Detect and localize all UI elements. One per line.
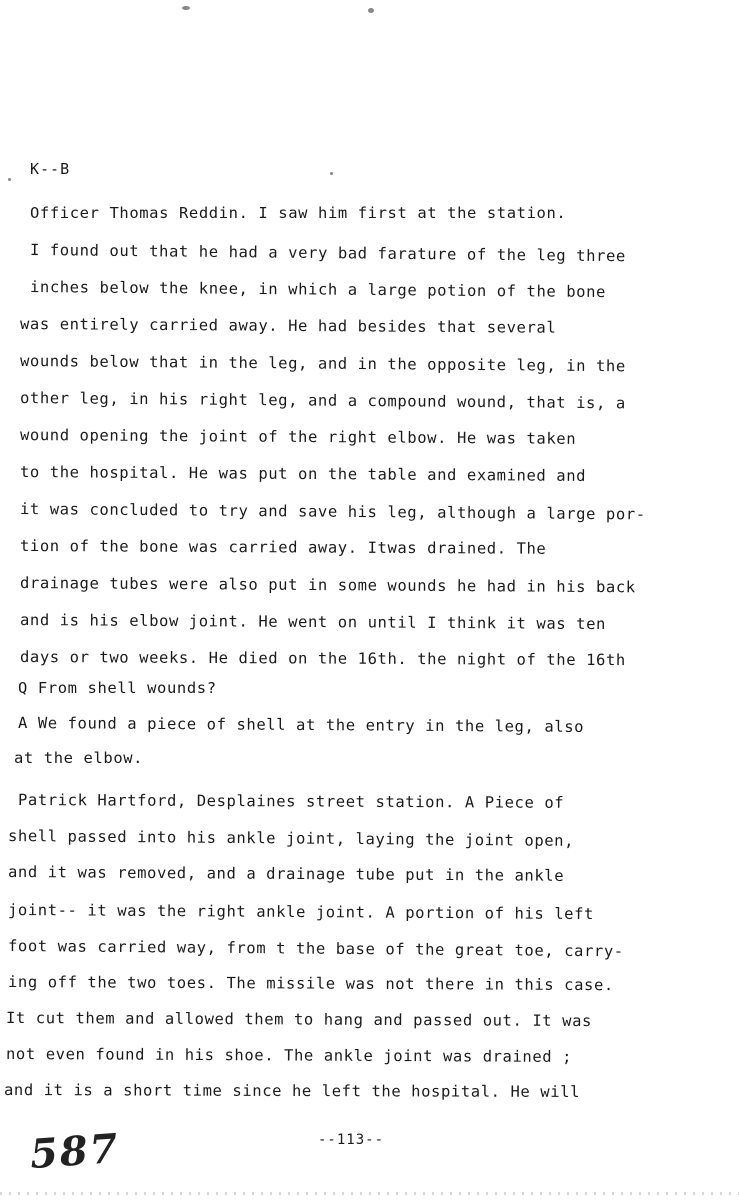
text-line: was entirely carried away. He had besides that several — [19, 315, 557, 337]
page-number: --113-- — [318, 1132, 385, 1148]
scan-speck — [330, 172, 333, 175]
document-header: K--B — [30, 160, 71, 178]
text-line: and it is a short time since he left the hospital. He will — [3, 1081, 581, 1102]
scan-speck — [182, 6, 190, 10]
text-line: foot was carried way, from t the base of the great toe, carry- — [7, 937, 624, 961]
text-line: at the elbow. — [14, 749, 144, 767]
text-line: inches below the knee, in which a large potion of the bone — [29, 278, 607, 302]
scan-speck — [8, 178, 11, 181]
text-line: days or two weeks. He died on the 16th. the night of the 16th — [19, 648, 626, 670]
text-line: Q From shell wounds? — [18, 679, 217, 697]
text-line: to the hospital. He was put on the table and examined and — [19, 463, 587, 485]
text-line: shell passed into his ankle joint, laying the joint open, — [7, 827, 575, 850]
text-line: wounds below that in the leg, and in the opposite leg, in the — [19, 352, 626, 376]
text-line: drainage tubes were also put in some wounds he had in his back — [19, 574, 636, 597]
text-line: tion of the bone was carried away. Itwas drained. The — [19, 537, 547, 558]
text-line: it was concluded to try and save his leg, although a large por- — [19, 500, 646, 524]
text-line: and is his elbow joint. He went on until I think it was ten — [19, 611, 607, 634]
scan-edge-mark — [0, 1192, 739, 1195]
text-line: I found out that he had a very bad farature of the leg three — [29, 241, 626, 266]
text-line: Officer Thomas Reddin. I saw him first at the station. — [30, 204, 567, 222]
scan-speck — [368, 8, 374, 13]
text-line: other leg, in his right leg, and a compound wound, that is, a — [19, 389, 626, 413]
text-line: Patrick Hartford, Desplaines street station. A Piece of — [17, 791, 565, 812]
text-line: and it was removed, and a drainage tube put in the ankle — [7, 863, 565, 885]
text-line: wound opening the joint of the right elbow. He was taken — [19, 426, 577, 448]
text-line: It cut them and allowed them to hang and passed out. It was — [5, 1009, 593, 1031]
text-line: joint-- it was the right ankle joint. A portion of his left — [7, 901, 595, 924]
text-line: not even found in his shoe. The ankle joint was drained ; — [5, 1045, 573, 1066]
text-line: ing off the two toes. The missile was not there in this case. — [7, 973, 614, 995]
handwritten-page-number: 587 — [28, 1124, 122, 1179]
text-line: A We found a piece of shell at the entry in the leg, also — [17, 714, 585, 736]
